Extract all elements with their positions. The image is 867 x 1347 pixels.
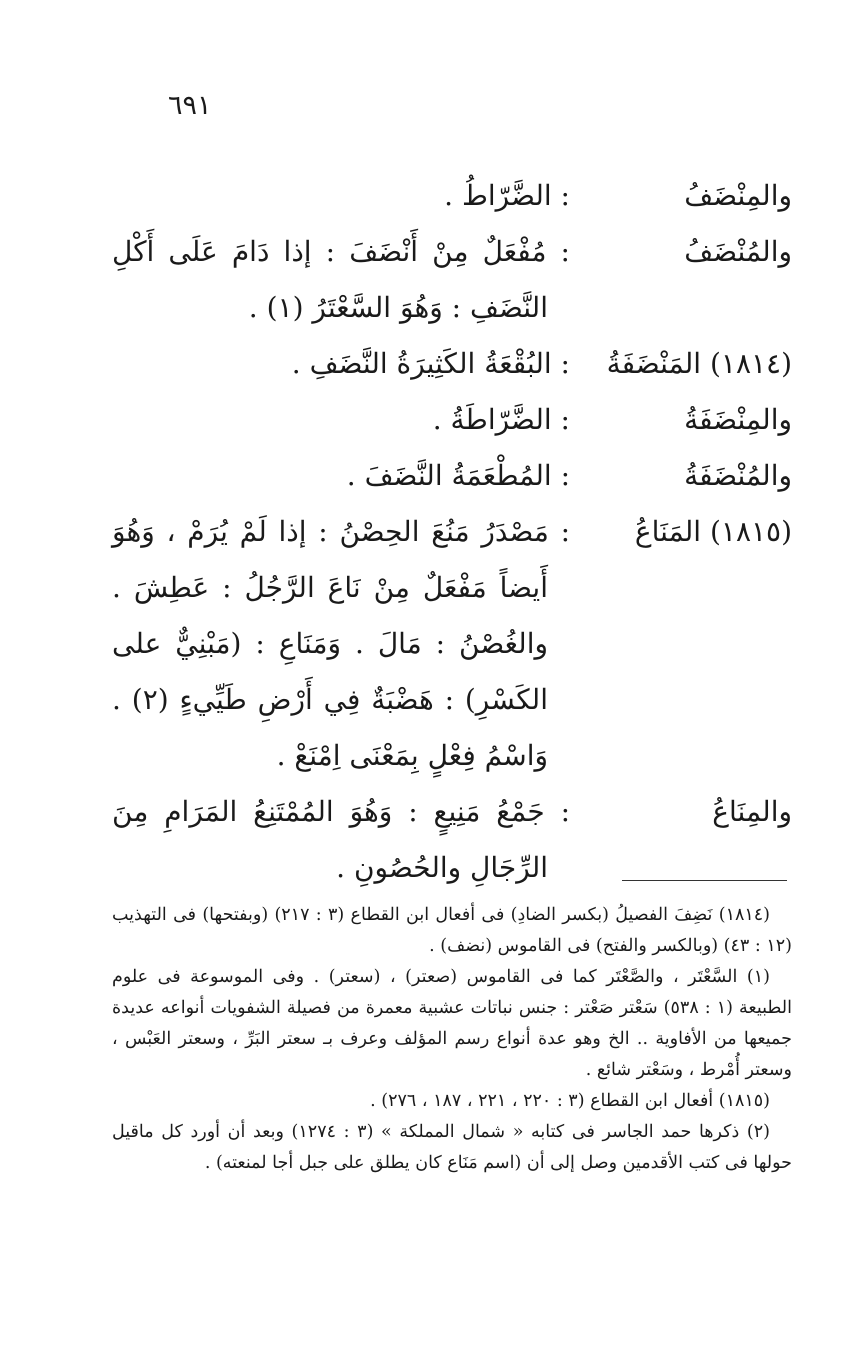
footnote: (١) السَّعْتَر ، والصَّعْتَر كما فى القاموس (صعتر) ، (سعتر) . وفى الموسوعة فى علوم الطبيعة (١ : ٥٣٨) سَعْتر صَعْتر : جنس نباتات عشبية معمرة من فصيلة الشفويات أنواعه عديدة جميعها من الأفاوية .. الخ وهو عدة أنواع رسم المؤلف وعرف بـ سعتر البَرِّ ، وسعتر العَبْس ، وسعتر أُمْرط ، وسَعْتر شائع . [112,967,792,1080]
page-number: ٦٩١ [168,90,212,121]
entry [112,504,792,784]
entry-definition: : البُقْعَةُ الكَثِيرَةُ النَّضَفِ . [291,347,570,380]
footnote: (١٨١٤) نَضِفَ الفصيلُ (بكسر الضادِ) فى أفعال ابن القطاع (٣ : ٢١٧) (وبفتحها) فى التهذيب (١٢ : ٤٣) (وبالكسر والفتح) فى القاموس (نضف) . [112,905,792,956]
entry-headword: والمِنَاعُ [712,795,792,828]
entry [112,448,792,504]
entry-definition: : المُطْعَمَةُ النَّضَفَ . [346,459,570,492]
entry [112,168,792,224]
dictionary-entries [112,168,792,896]
entry [112,224,792,336]
entry-headword: والمِنْضَفَةُ [684,403,792,436]
entry-definition: : مَصْدَرُ مَنُعَ الحِصْنُ : إذا لَمْ يُرَمْ ، وَهُوَ أَيضاً مَفْعَلٌ مِنْ نَاعَ الرَّجُلُ : عَطِشَ . والغُصْنُ : مَالَ . وَمَنَاعِ : (مَبْنِيٌّ على الكَسْرِ) : هَضْبَةٌ فِي أَرْضِ طَيِّيءٍ (٢) . وَاسْمُ فِعْلٍ بِمَعْنَى اِمْنَعْ . [112,515,570,772]
entry-definition: : مُفْعَلٌ مِنْ أَنْضَفَ : إذا دَامَ عَلَى أَكْلِ النَّضَفِ : وَهُوَ السَّعْتَرُ (١) . [112,235,570,324]
entry-headword: (١٨١٤) المَنْضَفَةُ [606,347,792,380]
footnote: (١٨١٥) أفعال ابن القطاع (٣ : ٢٢٠ ، ٢٢١ ، ١٨٧ ، ٢٧٦) . [370,1091,770,1111]
entry-headword: والمُنْضَفَةُ [684,459,792,492]
entry-definition: : الضَّرّاطُ . [444,179,570,212]
footnotes [112,900,792,1179]
footnote-divider [622,880,787,881]
entry-headword: والمُنْضَفُ [684,235,792,268]
entry [112,392,792,448]
footnote: (٢) ذكرها حمد الجاسر فى كتابه « شمال المملكة » (٣ : ١٢٧٤) وبعد أن أورد كل ماقيل حولها فى كتب الأقدمين وصل إلى أن (اسم مَنَاع كان يطلق على جبل أجا لمنعته) . [112,1122,792,1173]
entry-headword: والمِنْضَفُ [684,179,792,212]
entry-definition: : الضَّرّاطَةُ . [432,403,570,436]
entry-headword: (١٨١٥) المَنَاعُ [634,515,792,548]
entry [112,336,792,392]
entry-definition: : جَمْعُ مَنِيعٍ : وَهُوَ المُمْتَنِعُ المَرَامِ مِنَ الرِّجَالِ والحُصُونِ . [112,795,570,884]
